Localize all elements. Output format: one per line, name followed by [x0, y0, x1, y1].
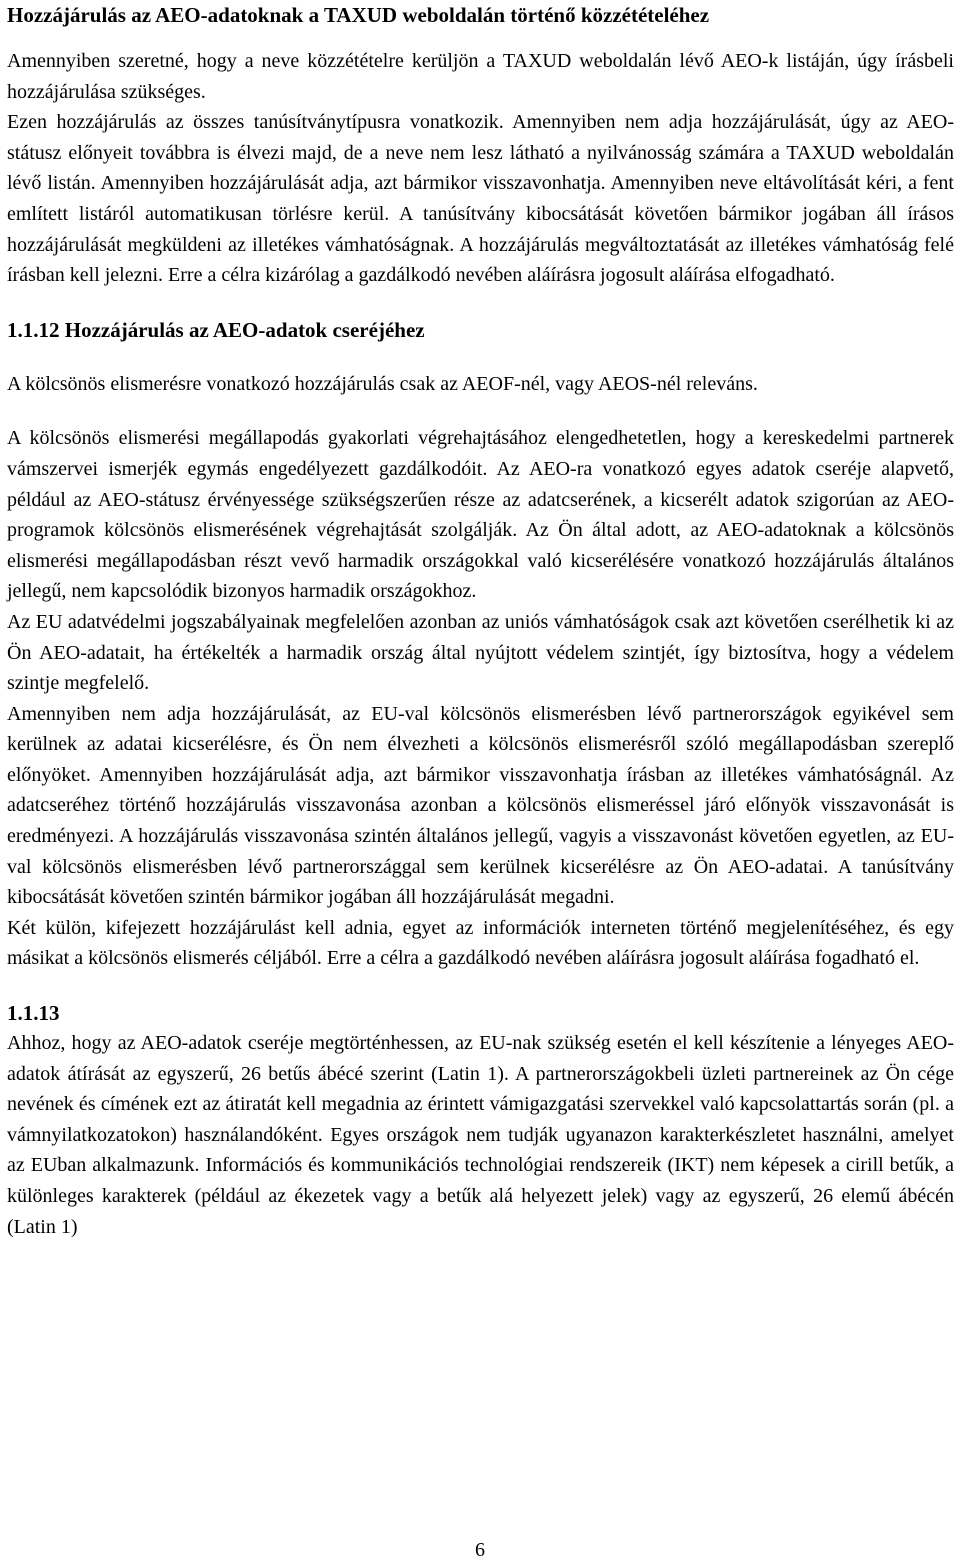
section-heading-1-1-13: 1.1.13: [7, 1001, 60, 1026]
spacer: [7, 291, 954, 315]
spacer: [7, 345, 954, 369]
spacer: [7, 974, 954, 998]
section-112-paragraph-3: Az EU adatvédelmi jogszabályainak megfelelően azonban az uniós vámhatóságok csak azt követően cserélhetik ki az Ön AEO-adatait, ha értékelték a harmadik ország által nyújtott védelem szintjét, így biztosítva, hogy a védelem szintje megfelelő.: [7, 610, 954, 695]
document-title: Hozzájárulás az AEO-adatoknak a TAXUD weboldalán történő közzétételéhez: [7, 3, 710, 27]
page-number: 6: [475, 1539, 485, 1561]
spacer: [7, 30, 954, 46]
section-112-paragraph-1: A kölcsönös elismerésre vonatkozó hozzájárulás csak az AEOF-nél, vagy AEOS-nél releváns.: [7, 372, 758, 395]
intro-paragraph-1: Amennyiben szeretné, hogy a neve közzétételre kerüljön a TAXUD weboldalán lévő AEO-k listáján, úgy írásbeli hozzájárulása szükséges.: [7, 50, 954, 103]
section-112-paragraph-5: Két külön, kifejezett hozzájárulást kell adnia, egyet az információk interneten történő megjelenítéséhez, és egy másikat a kölcsönös elismerés céljából. Erre a célra a gazdálkodó nevében aláírásra jogosult aláírása fogadható el.: [7, 916, 954, 970]
section-113-paragraph-1: Ahhoz, hogy az AEO-adatok cseréje megtörténhessen, az EU-nak szükség esetén el kell készítenie a lényeges AEO-adatok átírását az egyszerű, 26 betűs ábécé szerint (Latin 1). A partnerországokbeli üzleti partnereinek az Ön cége nevének és címének ezt az átiratát kell megadnia az érintett vámigazgatási szervekkel való kapcsolattartás során (pl. a vámnyilatkozatokon) használandóként. Egyes országok nem tudják ugyanazon karakterkészletet használni, amelyet az EUban alkalmazunk. Információs és kommunikációs technológiai rendszereik (IKT) nem képesek a cirill betűk, a különleges karakterek (például az ékezetek vagy a betűk alá helyezett jelek) vagy az egyszerű, 26 elemű ábécén (Latin 1): [7, 1032, 954, 1238]
section-heading-1-1-12: 1.1.12 Hozzájárulás az AEO-adatok cseréjéhez: [7, 317, 425, 342]
document-page: [7, 0, 954, 1242]
intro-paragraph-2: Ezen hozzájárulás az összes tanúsítványtípusra vonatkozik. Amennyiben nem adja hozzájárulását, úgy az AEO-státusz előnyeit továbbra is élvezi majd, de a neve nem lesz látható a nyilvánosság számára a TAXUD weboldalán lévő listán. Amennyiben hozzájárulását adja, azt bármikor visszavonhatja. Amennyiben neve eltávolítását kéri, a fent említett listáról automatikusan törlésre kerül. A tanúsítvány kibocsátását követően bármikor jogában áll írásos hozzájárulását megküldeni az illetékes vámhatóságnak. A hozzájárulás megváltoztatását az illetékes vámhatóság felé írásban kell jelezni. Erre a célra kizárólag a gazdálkodó nevében aláírásra jogosult aláírása elfogadható.: [7, 111, 954, 287]
section-112-paragraph-4: Amennyiben nem adja hozzájárulását, az EU-val kölcsönös elismerésben lévő partnerországok egyikével sem kerülnek az adatai kicserélésre, és Ön nem élvezheti a kölcsönös elismerésről szóló megállapodásban szereplő előnyöket. Amennyiben hozzájárulását adja, azt bármikor visszavonhatja írásban az illetékes vámhatóságnál. Az adatcseréhez történő hozzájárulás visszavonása azonban a kölcsönös elismeréssel járó előnyök visszavonását is eredményezi. A hozzájárulás visszavonása szintén általános jellegű, vagyis a visszavonást követően egyetlen, az EU-val kölcsönös elismerésben lévő partnerországgal sem kerülnek kicserélésre az Ön AEO-adatai. A tanúsítvány kibocsátását követően szintén bármikor jogában áll hozzájárulását megadni.: [7, 702, 954, 909]
section-112-paragraph-2: A kölcsönös elismerési megállapodás gyakorlati végrehajtásához elengedhetetlen, hogy a kereskedelmi partnerek vámszervei ismerjék egymás engedélyezett gazdálkodóit. Az AEO-ra vonatkozó egyes adatok cseréje alapvető, például az AEO-státusz érvényessége szükségszerűen része az adatcserének, a kicserélt adatok szigorúan az AEO-programok kölcsönös elismerésének végrehajtását szolgálják. Az Ön által adott, az AEO-adatoknak a kölcsönös elismerési megállapodásban részt vevő harmadik országokkal való kicserélésére vonatkozó hozzájárulás általános jellegű, nem kapcsolódik bizonyos harmadik országokhoz.: [7, 427, 954, 603]
spacer: [7, 399, 954, 423]
